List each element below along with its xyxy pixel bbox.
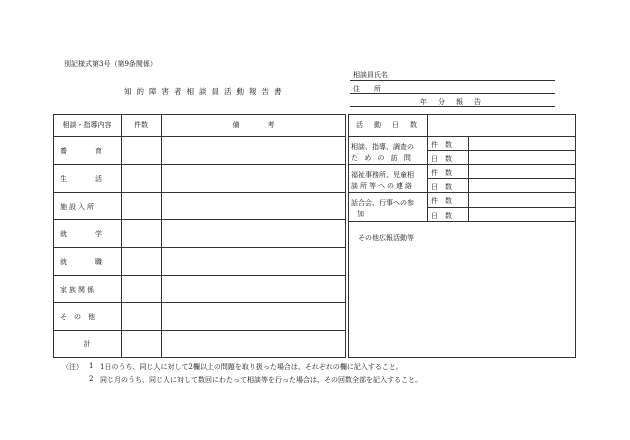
remarks-cell[interactable]	[162, 220, 346, 247]
report-period-field[interactable]	[350, 106, 555, 107]
row-label-employment: 就 職	[60, 258, 102, 266]
count-label: 件 数	[431, 169, 452, 177]
group-label-liaison-line2: 談所等への連絡	[351, 182, 414, 190]
form-reference: 別記様式第3号（第9条関係）	[64, 60, 157, 68]
counselor-name-label: 相談員氏名	[353, 71, 388, 79]
row-label-total: 計	[83, 340, 91, 348]
row-label-family-relations: 家族関係	[60, 286, 96, 294]
count-cell[interactable]	[122, 303, 161, 330]
meetings-days-cell[interactable]	[469, 208, 575, 221]
row-label-living: 生 活	[60, 175, 102, 183]
document-title: 知的障害者相談員活動報告書	[124, 87, 287, 96]
days-label: 日 数	[431, 155, 452, 163]
group-label-meetings-line2: 加	[357, 210, 364, 218]
other-pr-activities-area[interactable]	[349, 245, 575, 357]
remarks-cell[interactable]	[162, 165, 346, 192]
group-label-visits-line2: た め の 訪 問	[351, 154, 413, 162]
group-label-meetings-line1: 話合会、行事への参	[351, 199, 414, 207]
row-label-upbringing: 養 育	[60, 147, 102, 155]
count-label: 件 数	[431, 197, 452, 205]
counselor-name-field[interactable]	[350, 80, 555, 81]
notes-prefix: （注）	[62, 363, 83, 371]
remarks-cell[interactable]	[162, 248, 346, 275]
note-2-number: 2	[89, 375, 94, 383]
count-cell[interactable]	[122, 248, 161, 275]
remarks-cell[interactable]	[162, 276, 346, 302]
visits-count-cell[interactable]	[469, 137, 575, 150]
count-cell[interactable]	[122, 193, 161, 219]
total-remarks-cell[interactable]	[162, 331, 346, 358]
row-label-other: そ の 他	[60, 313, 95, 321]
header-category: 相談・指導内容	[62, 121, 112, 129]
meetings-count-cell[interactable]	[469, 193, 575, 207]
report-period-label: 年 分 報 告	[420, 98, 483, 106]
remarks-cell[interactable]	[162, 303, 346, 330]
group-label-liaison-line1: 福祉事務所、児童相	[351, 171, 414, 179]
count-cell[interactable]	[122, 165, 161, 192]
group-label-visits-line1: 相談、指導、調査の	[351, 143, 414, 151]
address-field[interactable]	[350, 93, 555, 94]
remarks-cell[interactable]	[162, 137, 346, 164]
note-2-text: 同じ月のうち、同じ人に対して数回にわたって相談等を行った場合は、その回数全部を記入すること。	[100, 376, 422, 384]
header-remarks: 備 考	[232, 121, 275, 129]
count-cell[interactable]	[122, 220, 161, 247]
count-label: 件 数	[431, 141, 452, 149]
header-count: 件数	[134, 121, 148, 129]
note-1-text: 1日のうち、同じ人に対して2欄以上の問題を取り扱った場合は、それぞれの欄に記入すること。	[100, 363, 403, 371]
count-cell[interactable]	[122, 276, 161, 302]
liaison-count-cell[interactable]	[469, 165, 575, 178]
row-label-facility-admission: 施設入所	[60, 203, 96, 211]
liaison-days-cell[interactable]	[469, 179, 575, 192]
note-1-number: 1	[89, 362, 94, 370]
count-cell[interactable]	[122, 137, 161, 164]
other-pr-activities-label: その他広報活動等	[358, 234, 414, 242]
header-activity-days: 活 動 日 数	[356, 121, 419, 129]
address-label: 住 所	[353, 85, 381, 93]
days-label: 日 数	[431, 183, 452, 191]
visits-days-cell[interactable]	[469, 151, 575, 164]
remarks-cell[interactable]	[162, 193, 346, 219]
total-count-cell[interactable]	[122, 331, 161, 358]
row-label-schooling: 就 学	[60, 230, 102, 238]
activity-days-total-cell[interactable]	[428, 115, 575, 136]
days-label: 日 数	[431, 212, 452, 220]
